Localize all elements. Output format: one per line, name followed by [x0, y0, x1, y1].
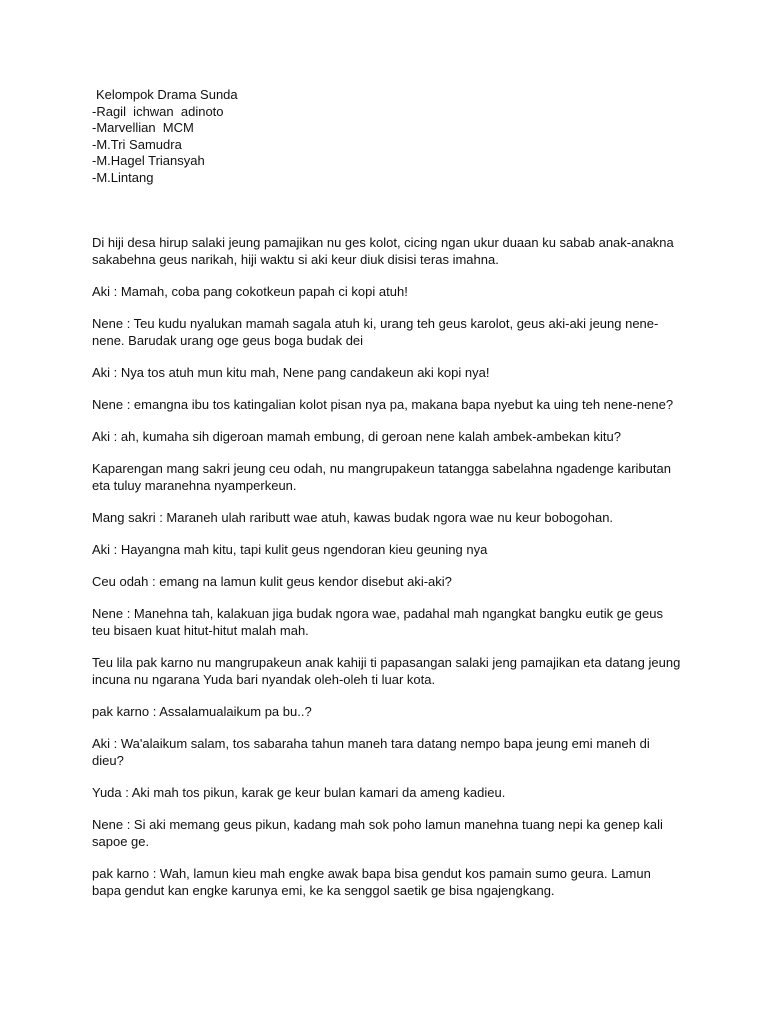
dialogue-line: Yuda : Aki mah tos pikun, karak ge keur bulan kamari da ameng kadieu.	[92, 785, 506, 800]
dialogue-line: Ceu odah : emang na lamun kulit geus kendor disebut aki-aki?	[92, 574, 452, 589]
document-header	[92, 87, 238, 186]
narration-paragraph: Teu lila pak karno nu mangrupakeun anak kahiji ti papasangan salaki jeng pamajikan eta datang jeung incuna nu ngarana Yuda bari nyandak oleh-oleh ti luar kota.	[92, 655, 681, 687]
dialogue-line: Aki : ah, kumaha sih digeroan mamah embung, di geroan nene kalah ambek-ambekan kitu?	[92, 429, 621, 444]
dialogue-line: pak karno : Wah, lamun kieu mah engke awak bapa bisa gendut kos pamain sumo geura. Lamun bapa gendut kan engke karunya emi, ke ka senggol saetik ge bisa ngajengkang.	[92, 866, 651, 898]
dialogue-line: Aki : Hayangna mah kitu, tapi kulit geus ngendoran kieu geuning nya	[92, 542, 488, 557]
dialogue-line: Nene : emangna ibu tos katingalian kolot pisan nya pa, makana bapa nyebut ka uing teh nene-nene?	[92, 397, 674, 412]
member-name: -Ragil ichwan adinoto	[92, 103, 224, 119]
dialogue-line: Nene : Manehna tah, kalakuan jiga budak ngora wae, padahal mah ngangkat bangku eutik ge geus teu bisaen kuat hitut-hitut malah mah.	[92, 606, 663, 638]
dialogue-line: pak karno : Assalamualaikum pa bu..?	[92, 704, 312, 719]
dialogue-line: Aki : Nya tos atuh mun kitu mah, Nene pang candakeun aki kopi nya!	[92, 365, 490, 380]
member-name: -M.Hagel Triansyah	[92, 153, 205, 168]
dialogue-line: Mang sakri : Maraneh ulah raributt wae atuh, kawas budak ngora wae nu keur bobogohan.	[92, 510, 614, 525]
dialogue-line: Aki : Mamah, coba pang cokotkeun papah ci kopi atuh!	[92, 284, 408, 299]
narration-paragraph: Kaparengan mang sakri jeung ceu odah, nu mangrupakeun tatangga sabelahna ngadenge kaributan eta tuluy maranehna nyamperkeun.	[92, 461, 671, 493]
dialogue-line: Nene : Si aki memang geus pikun, kadang mah sok poho lamun manehna tuang nepi ka genep kali sapoe ge.	[92, 817, 663, 849]
narration-paragraph: Di hiji desa hirup salaki jeung pamajikan nu ges kolot, cicing ngan ukur duaan ku sabab anak-anakna sakabehna geus narikah, hiji waktu si aki keur diuk disisi teras imahna.	[92, 235, 674, 267]
member-name: -M.Lintang	[92, 169, 154, 185]
dialogue-line: Aki : Wa'alaikum salam, tos sabaraha tahun maneh tara datang nempo bapa jeung emi maneh di dieu?	[92, 736, 650, 768]
dialogue-line: Nene : Teu kudu nyalukan mamah sagala atuh ki, urang teh geus karolot, geus aki-aki jeung nene-nene. Barudak urang oge geus boga budak dei	[92, 316, 659, 348]
member-name: -M.Tri Samudra	[92, 136, 182, 152]
group-title: Kelompok Drama Sunda	[96, 87, 238, 102]
member-name: -Marvellian MCM	[92, 120, 194, 135]
document-body	[92, 234, 682, 914]
